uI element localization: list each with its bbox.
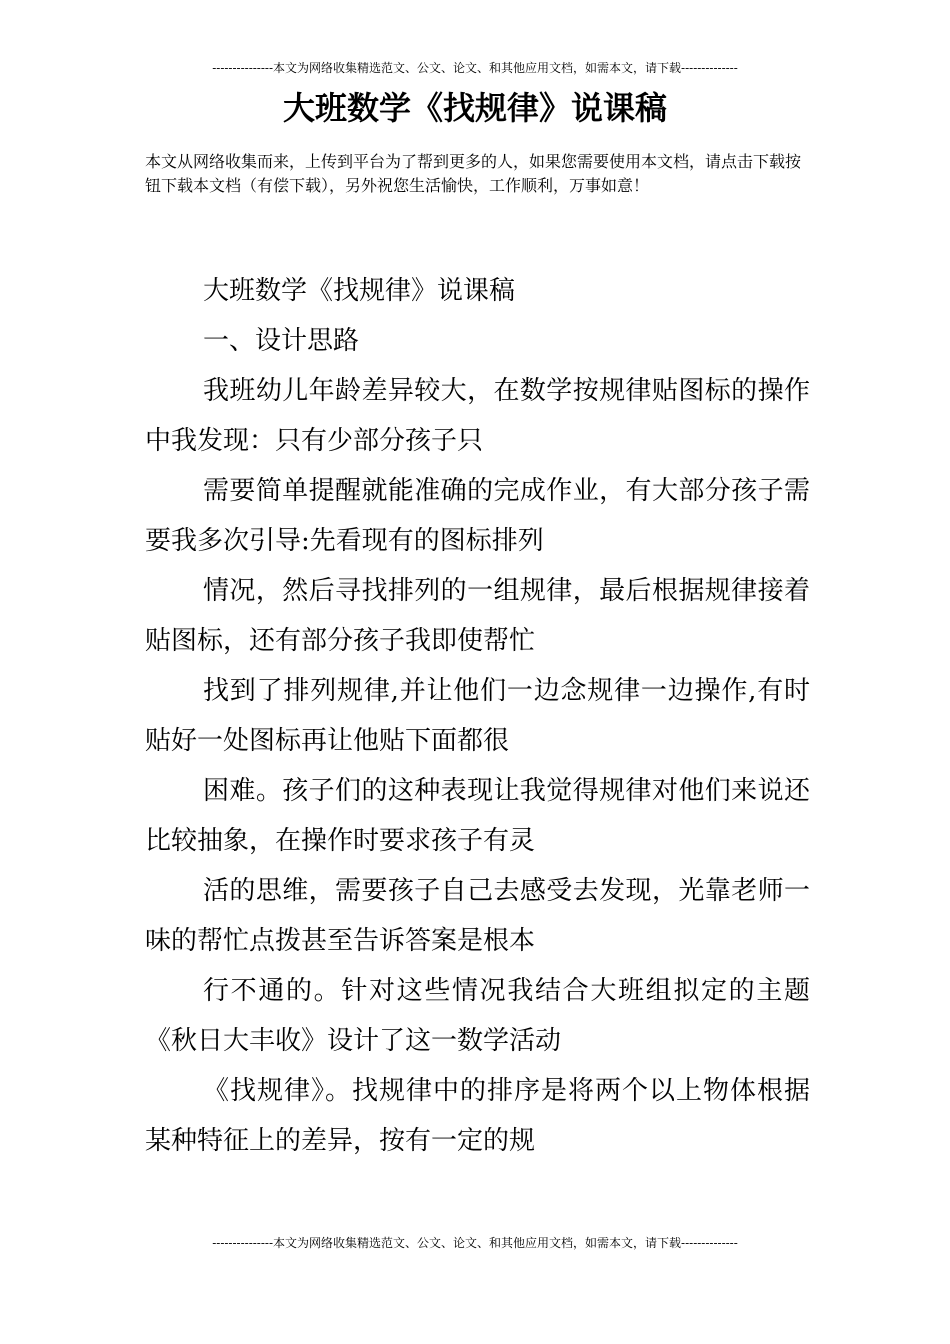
footer-banner: ---------------本文为网络收集精选范文、公文、论文、和其他应用文档，如需本文，请下载-------------- [212, 1236, 738, 1250]
body-paragraph: 需要简单提醒就能准确的完成作业，有大部分孩子需要我多次引导:先看现有的图标排列 [145, 476, 810, 556]
document-body [145, 266, 810, 1166]
body-paragraph: 我班幼儿年龄差异较大，在数学按规律贴图标的操作中我发现：只有少部分孩子只 [145, 376, 810, 456]
body-paragraph: 活的思维，需要孩子自己去感受去发现，光靠老师一味的帮忙点拨甚至告诉答案是根本 [145, 876, 810, 956]
body-heading: 大班数学《找规律》说课稿 [203, 276, 516, 306]
section-heading: 一、设计思路 [203, 326, 360, 356]
body-paragraph: 《找规律》。找规律中的排序是将两个以上物体根据某种特征上的差异，按有一定的规 [145, 1076, 810, 1156]
header-banner: ---------------本文为网络收集精选范文、公文、论文、和其他应用文档，如需本文，请下载-------------- [212, 61, 738, 75]
body-paragraph: 行不通的。针对这些情况我结合大班组拟定的主题《秋日大丰收》设计了这一数学活动 [145, 976, 810, 1056]
body-paragraph: 情况，然后寻找排列的一组规律，最后根据规律接着贴图标，还有部分孩子我即使帮忙 [145, 576, 810, 656]
document-title: 大班数学《找规律》说课稿 [282, 89, 667, 127]
intro-notice: 本文从网络收集而来，上传到平台为了帮到更多的人，如果您需要使用本文档，请点击下载按钮下载本文档（有偿下载），另外祝您生活愉快，工作顺利，万事如意！ [145, 152, 802, 195]
body-paragraph: 困难。孩子们的这种表现让我觉得规律对他们来说还比较抽象，在操作时要求孩子有灵 [145, 776, 810, 856]
body-paragraph: 找到了排列规律,并让他们一边念规律一边操作,有时贴好一处图标再让他贴下面都很 [145, 676, 810, 756]
